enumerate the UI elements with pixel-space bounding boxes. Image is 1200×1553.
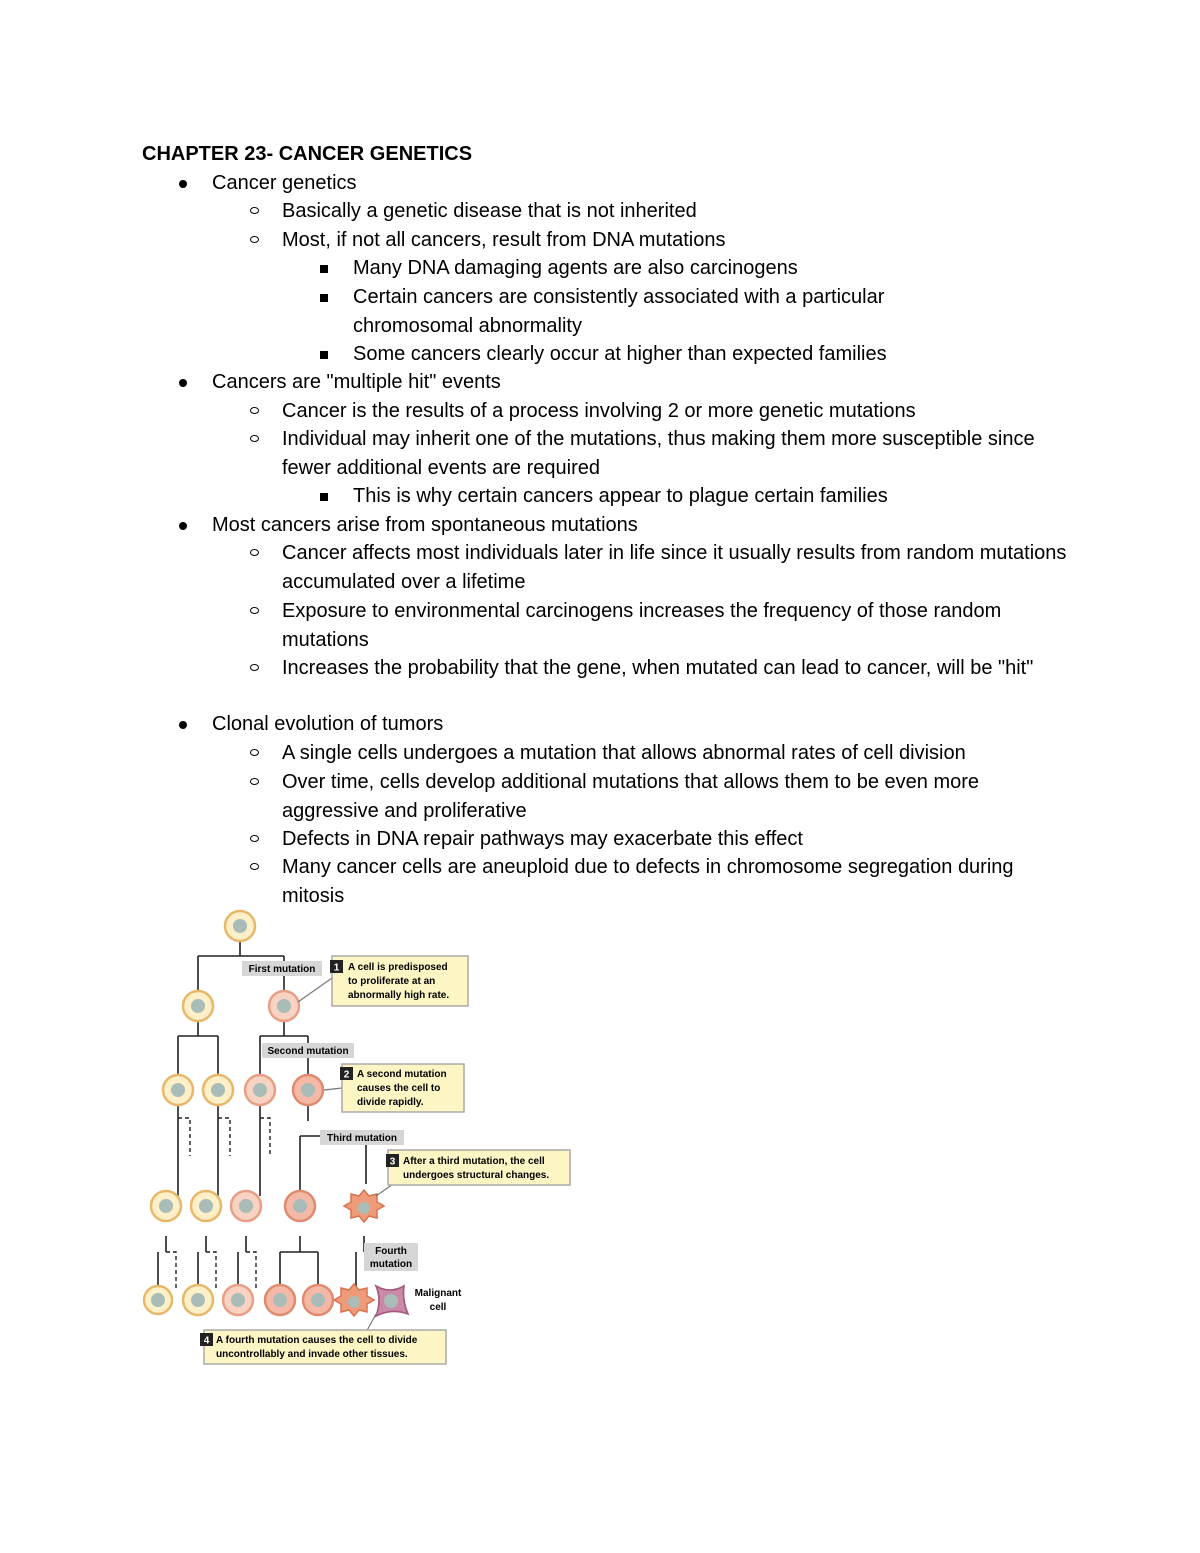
svg-text:4: 4 xyxy=(203,1335,210,1347)
svg-text:divide rapidly.: divide rapidly. xyxy=(357,1097,424,1108)
clonal-evolution-figure xyxy=(140,906,580,1376)
rapid-dividing-cells xyxy=(265,1075,333,1315)
svg-text:causes the cell to: causes the cell to xyxy=(357,1083,441,1094)
svg-text:mutation: mutation xyxy=(369,1259,413,1270)
list-item: Cancers are "multiple hit" events xyxy=(0,368,1072,397)
bullet-circle-icon xyxy=(250,778,259,785)
bullet-circle-icon xyxy=(250,435,259,442)
bullet-circle-icon xyxy=(250,207,259,214)
callout-1 xyxy=(330,956,468,1006)
bullet-square-icon xyxy=(320,493,328,501)
callout-2 xyxy=(340,1064,464,1112)
callout-3 xyxy=(386,1150,570,1185)
svg-text:After a third mutation, the ce: After a third mutation, the cell xyxy=(403,1156,545,1167)
svg-text:3: 3 xyxy=(389,1156,396,1168)
svg-text:Second mutation: Second mutation xyxy=(267,1046,349,1057)
bullet-disc-icon xyxy=(179,721,187,729)
list-item: Defects in DNA repair pathways may exacerbate this effect xyxy=(0,825,1072,854)
bullet-circle-icon xyxy=(250,549,259,556)
bullet-square-icon xyxy=(320,294,328,302)
bullet-circle-icon xyxy=(250,749,259,756)
callout-pointers xyxy=(298,978,396,1336)
list-item: Cancer genetics xyxy=(0,169,1072,198)
svg-text:Fourth: Fourth xyxy=(375,1246,407,1257)
bullet-circle-icon xyxy=(250,664,259,671)
svg-text:First mutation: First mutation xyxy=(248,964,316,975)
bullet-circle-icon xyxy=(250,607,259,614)
svg-text:2: 2 xyxy=(343,1069,350,1081)
svg-text:Third mutation: Third mutation xyxy=(327,1133,397,1144)
bullet-disc-icon xyxy=(179,379,187,387)
list-item: Many cancer cells are aneuploid due to defects in chromosome segregation during mitosis xyxy=(0,853,1072,910)
list-item: Over time, cells develop additional mutations that allows them to be even more aggressive and proliferative xyxy=(0,768,1072,825)
list-item: Some cancers clearly occur at higher than expected families xyxy=(0,340,953,369)
svg-text:uncontrollably and invade othe: uncontrollably and invade other tissues. xyxy=(216,1349,408,1360)
svg-text:A fourth mutation causes the c: A fourth mutation causes the cell to divide xyxy=(216,1335,418,1346)
bullet-square-icon xyxy=(320,351,328,359)
svg-text:undergoes structural changes.: undergoes structural changes. xyxy=(403,1170,550,1181)
bullet-circle-icon xyxy=(250,835,259,842)
svg-text:A cell is predisposed: A cell is predisposed xyxy=(348,962,448,973)
malignant-cell xyxy=(376,1286,408,1316)
malignant-label-2: cell xyxy=(429,1302,447,1313)
list-item: Exposure to environmental carcinogens increases the frequency of those random mutations xyxy=(0,597,1072,654)
malignant-label: Malignant xyxy=(414,1288,462,1299)
list-item: Individual may inherit one of the mutations, thus making them more susceptible since fewer additional events are required xyxy=(0,425,1072,482)
svg-text:abnormally high rate.: abnormally high rate. xyxy=(348,990,450,1001)
bullet-circle-icon xyxy=(250,863,259,870)
list-item: Most cancers arise from spontaneous mutations xyxy=(0,511,1072,540)
callout-4 xyxy=(200,1330,446,1364)
list-item: This is why certain cancers appear to plague certain families xyxy=(0,482,953,511)
svg-text:A second mutation: A second mutation xyxy=(357,1069,447,1080)
page-title: CHAPTER 23- CANCER GENETICS xyxy=(142,143,473,165)
list-item: Clonal evolution of tumors xyxy=(0,710,1072,739)
clonal-evolution-diagram xyxy=(140,906,580,1376)
bullet-disc-icon xyxy=(179,522,187,530)
svg-text:to proliferate at an: to proliferate at an xyxy=(348,976,436,987)
bullet-circle-icon xyxy=(250,407,259,414)
list-item: Increases the probability that the gene, when mutated can lead to cancer, will be "hit" xyxy=(0,654,1072,683)
predisposed-cells xyxy=(223,991,299,1315)
list-item: Most, if not all cancers, result from DNA mutations xyxy=(0,226,1072,255)
list-item: Cancer is the results of a process involving 2 or more genetic mutations xyxy=(0,397,1072,426)
list-item: A single cells undergoes a mutation that allows abnormal rates of cell division xyxy=(0,739,1072,768)
list-item: Certain cancers are consistently associated with a particular chromosomal abnormality xyxy=(0,283,953,340)
bullet-disc-icon xyxy=(179,180,187,188)
svg-text:1: 1 xyxy=(333,962,340,974)
list-item: Cancer affects most individuals later in life since it usually results from random mutations accumulated over a lifetime xyxy=(0,539,1072,596)
bullet-square-icon xyxy=(320,265,328,273)
list-item: Basically a genetic disease that is not inherited xyxy=(0,197,1072,226)
bullet-circle-icon xyxy=(250,236,259,243)
list-item: Many DNA damaging agents are also carcinogens xyxy=(0,254,953,283)
